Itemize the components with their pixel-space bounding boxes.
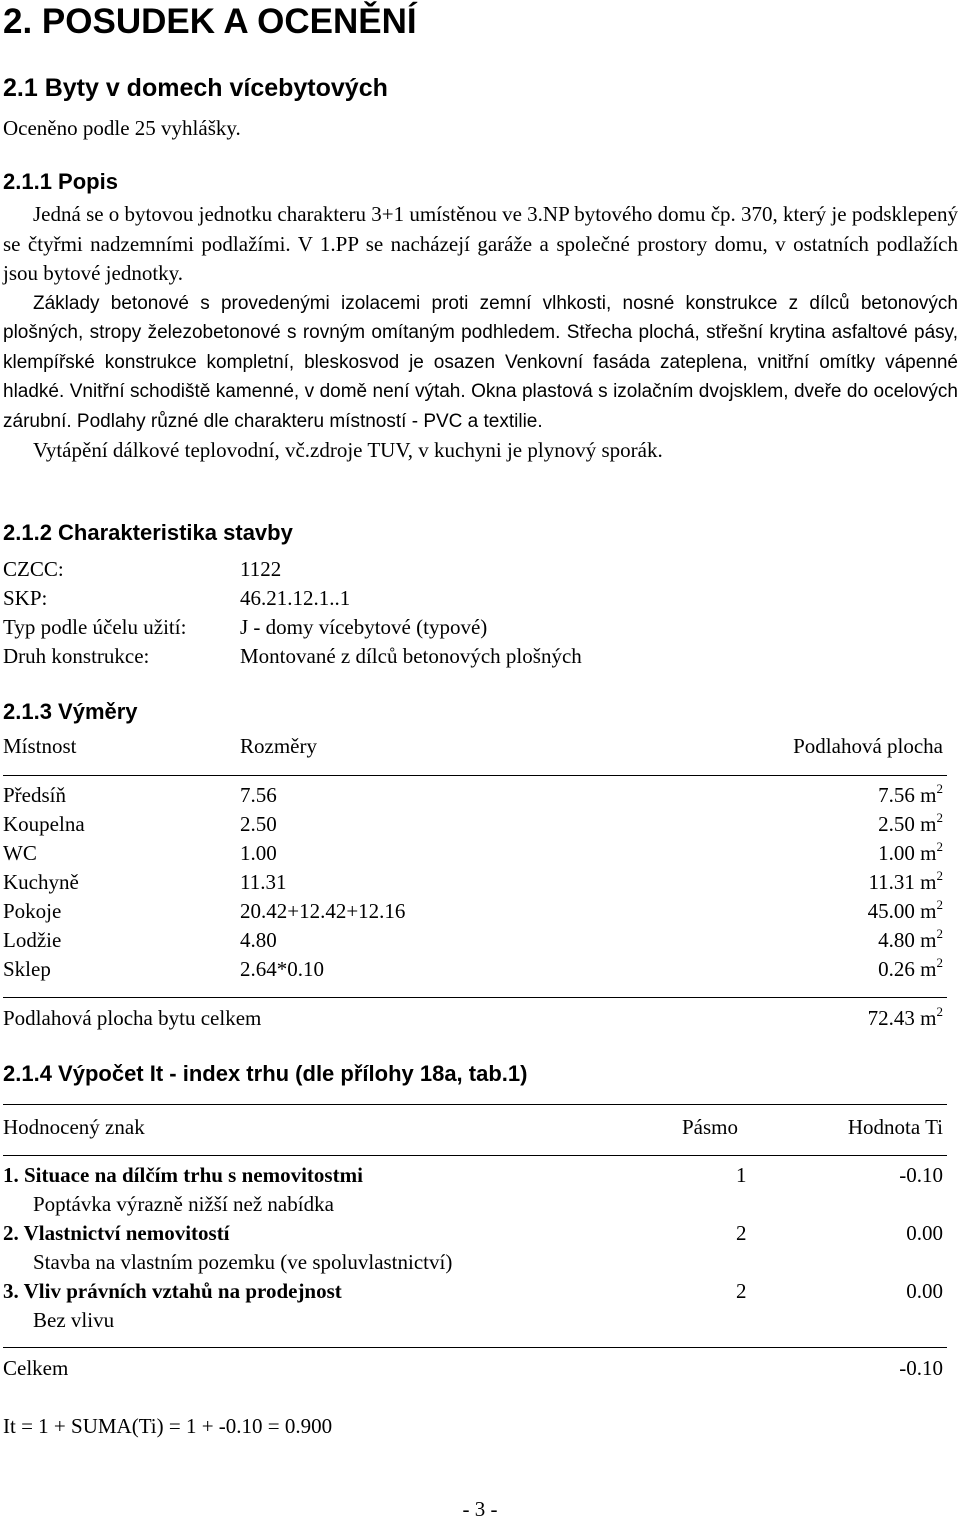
room-area: 4.80 $m^2$ [878, 926, 943, 952]
popis-sentence: Střecha plochá, střešní krytina asfaltové pásy, klempířské konstrukce kompletní, bleskosvod je osazen Venkovní fasáda zateplena, vnitřní omítky vápenné hladké. Vnitřní schodiště kamenné, v domě není výtah. Okna plastová s izolačním dvojsklem, dveře do ocelových zárubní. Podlahy různé dle charakteru místností - PVC a textilie. [3, 322, 959, 432]
room-name: Pokoje [3, 899, 62, 923]
room-name: Kuchyně [3, 870, 79, 894]
page-number: - 3 - [462, 1497, 498, 1521]
room-dims: 20.42+12.42+12.16 [240, 899, 406, 923]
index-header-band: Pásmo [682, 1115, 739, 1139]
table-divider [3, 1104, 947, 1105]
index-header-sign: Hodnocený znak [3, 1115, 145, 1139]
popis-paragraph: Jedná se o bytovou jednotku charakteru 3+1 umístěnou ve 3.NP bytového domu čp. 370, který je podsklepený se čtyřmi nadzemními podlažími. V 1.PP se nacházejí garáže a společné prostory domu, v ostatních podlažích jsou bytové jednotky. [3, 202, 958, 285]
index-item-note: Bez vlivu [33, 1308, 115, 1332]
index-item-name: 1. Situace na dílčím trhu s nemovitostmi [3, 1163, 363, 1187]
char-label: Typ podle účelu užití: [3, 615, 187, 639]
room-area: 2.50 $m^2$ [878, 810, 943, 836]
char-value: J - domy vícebytové (typové) [240, 615, 488, 639]
index-item-band: 2 [736, 1221, 747, 1245]
room-dims: 2.50 [240, 812, 277, 836]
vymery-total-label: Podlahová plocha bytu celkem [3, 1006, 262, 1030]
index-item-value: 0.00 [906, 1279, 943, 1303]
room-dims: 11.31 [240, 870, 287, 894]
vymery-title: 2.1.3 Výměry [3, 699, 138, 724]
char-label: Druh konstrukce: [3, 644, 150, 668]
room-dims: 7.56 [240, 783, 277, 807]
room-dims: 2.64*0.10 [240, 957, 324, 981]
popis-sentence: Základy betonové s provedenými izolacemi proti zemní vlhkosti, nosné konstrukce z dílců betonových plošných, stropy železobetonové s rovným omítaným podhledem. [3, 292, 958, 343]
room-area: 45.00 $m^2$ [867, 897, 943, 923]
room-name: WC [3, 841, 37, 865]
vymery-header-dims: Rozměry [240, 734, 317, 758]
room-area: 1.00 $m^2$ [878, 839, 943, 865]
index-item-band: 1 [736, 1163, 747, 1187]
index-header-value: Hodnota Ti [847, 1115, 943, 1139]
popis-title: 2.1.1 Popis [3, 169, 118, 194]
index-item-band: 2 [736, 1279, 747, 1303]
char-value: Montované z dílců betonových plošných [240, 644, 582, 668]
room-area: 0.26 $m^2$ [878, 955, 943, 981]
room-area: 7.56 $m^2$ [878, 781, 943, 807]
vymery-total-value: 72.43 $m^2$ [867, 1004, 943, 1030]
room-dims: 4.80 [240, 928, 277, 952]
char-value: 1122 [240, 557, 282, 581]
room-name: Předsíň [3, 783, 66, 807]
room-name: Lodžie [3, 928, 62, 952]
charakteristika-title: 2.1.2 Charakteristika stavby [3, 520, 293, 545]
table-divider [3, 775, 947, 776]
room-name: Sklep [3, 957, 51, 981]
char-value: 46.21.12.1..1 [240, 586, 351, 610]
index-item-name: 3. Vliv právních vztahů na prodejnost [3, 1279, 342, 1303]
index-item-note: Poptávka výrazně nižší než nabídka [33, 1192, 334, 1216]
table-divider [3, 1155, 947, 1156]
index-item-name: 2. Vlastnictví nemovitostí [3, 1221, 230, 1245]
index-total-label: Celkem [3, 1356, 69, 1380]
index-total-value: -0.10 [899, 1356, 943, 1380]
index-item-value: 0.00 [906, 1221, 943, 1245]
section-note: Oceněno podle 25 vyhlášky. [3, 116, 241, 140]
char-label: SKP: [3, 586, 48, 610]
popis-paragraph: Vytápění dálkové teplovodní, vč.zdroje TUV, v kuchyni je plynový sporák. [33, 438, 663, 462]
room-dims: 1.00 [240, 841, 277, 865]
index-item-value: -0.10 [899, 1163, 943, 1187]
main-heading: 2. POSUDEK A OCENĚNÍ [3, 2, 417, 41]
popis-text [3, 200, 958, 466]
table-divider [3, 997, 947, 998]
section-title: 2.1 Byty v domech vícebytových [3, 74, 388, 102]
vymery-header-area: Podlahová plocha [793, 734, 943, 758]
index-formula: It = 1 + SUMA(Ti) = 1 + -0.10 = 0.900 [3, 1414, 333, 1438]
popis-paragraph [3, 289, 958, 437]
char-label: CZCC: [3, 557, 64, 581]
index-item-note: Stavba na vlastním pozemku (ve spoluvlastnictví) [33, 1250, 453, 1274]
table-divider [3, 1347, 947, 1348]
vymery-header-room: Místnost [3, 734, 77, 758]
room-area: 11.31 $m^2$ [868, 868, 943, 894]
index-title: 2.1.4 Výpočet It - index trhu (dle přílohy 18a, tab.1) [3, 1061, 528, 1086]
room-name: Koupelna [3, 812, 85, 836]
